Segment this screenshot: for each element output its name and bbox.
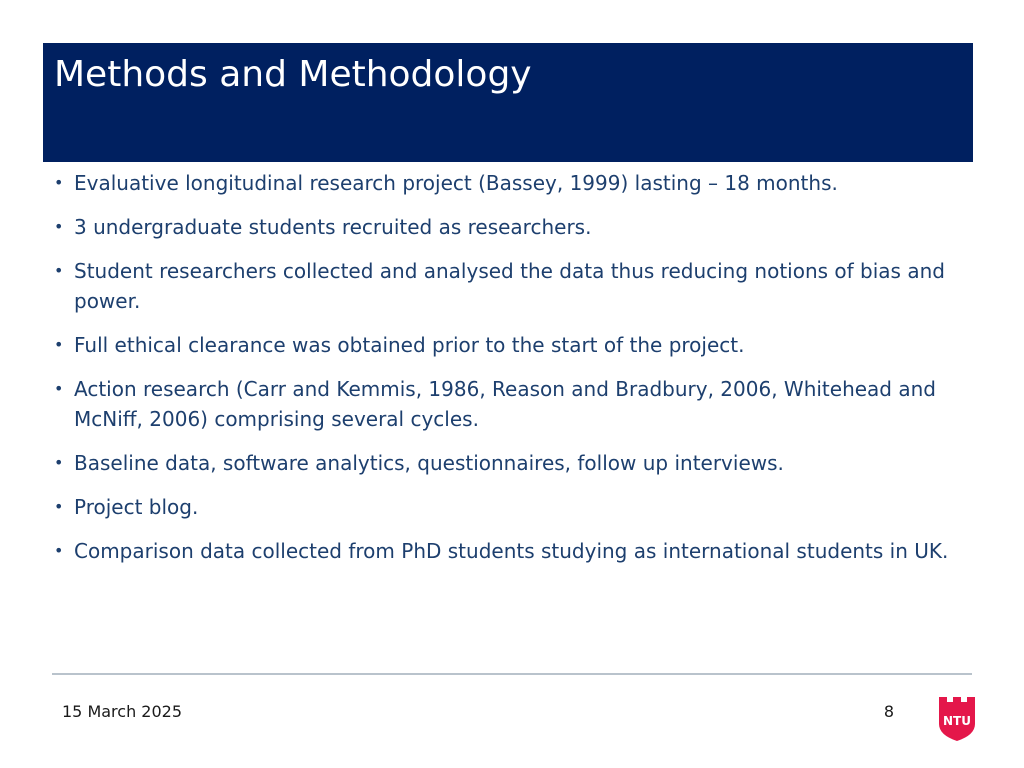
page-number: 8 (883, 702, 894, 721)
bullet-item (52, 330, 962, 360)
bullet-item (52, 492, 962, 522)
bullet-item (52, 256, 962, 316)
bullet-text: Student researchers collected and analysed the data thus reducing notions of bias and power. (74, 259, 945, 313)
bullet-text: Comparison data collected from PhD students studying as international students in UK. (74, 539, 949, 563)
bullet-item (52, 448, 962, 478)
bullet-text: Evaluative longitudinal research project (Bassey, 1999) lasting – 18 months. (74, 171, 838, 195)
bullet-dot-icon: • (54, 541, 64, 560)
bullet-dot-icon: • (54, 173, 64, 192)
bullet-dot-icon: • (54, 261, 64, 280)
slide-title: Methods and Methodology (54, 54, 532, 95)
bullet-text: Baseline data, software analytics, questionnaires, follow up interviews. (74, 451, 784, 475)
bullet-text: Action research (Carr and Kemmis, 1986, Reason and Bradbury, 2006, Whitehead and McNiff, 2006) comprising several cycles. (74, 377, 936, 431)
bullet-text: Project blog. (74, 495, 199, 519)
bullet-item (52, 212, 962, 242)
bullet-dot-icon: • (54, 217, 64, 236)
bullet-dot-icon: • (54, 453, 64, 472)
logo-text: NTU (943, 714, 971, 728)
bullet-item (52, 536, 962, 566)
title-bar (43, 43, 973, 162)
bullet-list (52, 168, 962, 580)
bullet-dot-icon: • (54, 335, 64, 354)
bullet-dot-icon: • (54, 497, 64, 516)
bullet-text: 3 undergraduate students recruited as researchers. (74, 215, 592, 239)
bullet-text: Full ethical clearance was obtained prior to the start of the project. (74, 333, 745, 357)
footer-divider (52, 673, 972, 675)
bullet-dot-icon: • (54, 379, 64, 398)
bullet-item (52, 168, 962, 198)
ntu-shield-logo-icon (936, 694, 978, 742)
bullet-item (52, 374, 962, 434)
footer-date: 15 March 2025 (62, 702, 183, 721)
